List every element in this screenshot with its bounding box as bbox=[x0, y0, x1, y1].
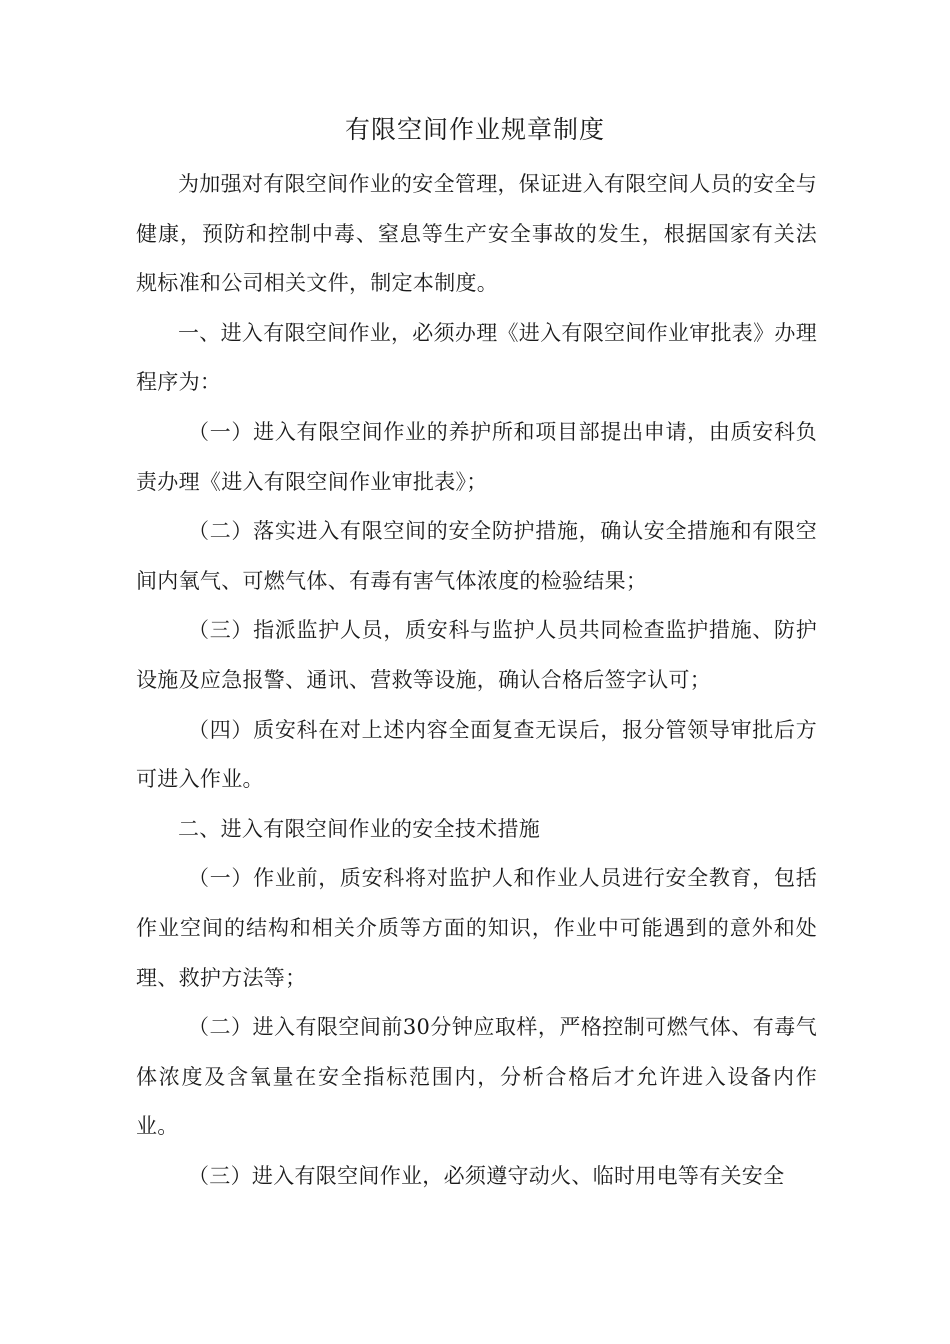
paragraph-item-2-2: （二）进入有限空间前30分钟应取样，严格控制可燃气体、有毒气体浓度及含氧量在安全指标范围内，分析合格后才允许进入设备内作业。 bbox=[136, 1015, 817, 1139]
paragraph-item-1-4: （四）质安科在对上述内容全面复查无误后，报分管领导审批后方可进入作业。 bbox=[136, 717, 817, 792]
paragraph-section-1: 一、进入有限空间作业，必须办理《进入有限空间作业审批表》办理程序为： bbox=[136, 320, 817, 395]
paragraph-item-2-1: （一）作业前，质安科将对监护人和作业人员进行安全教育，包括作业空间的结构和相关介质等方面的知识，作业中可能遇到的意外和处理、救护方法等； bbox=[136, 866, 817, 990]
paragraph-item-2-3: （三）进入有限空间作业，必须遵守动火、临时用电等有关安全 bbox=[188, 1163, 785, 1188]
paragraph-item-1-2: （二）落实进入有限空间的安全防护措施，确认安全措施和有限空间内氧气、可燃气体、有毒有害气体浓度的检验结果； bbox=[136, 519, 817, 593]
document-body bbox=[136, 160, 817, 1201]
paragraph-section-2: 二、进入有限空间作业的安全技术措施 bbox=[178, 816, 541, 841]
document-title: 有限空间作业规章制度 bbox=[344, 115, 605, 144]
paragraph-intro: 为加强对有限空间作业的安全管理，保证进入有限空间人员的安全与健康，预防和控制中毒、窒息等生产安全事故的发生，根据国家有关法规标准和公司相关文件，制定本制度。 bbox=[136, 172, 817, 296]
paragraph-item-1-1: （一）进入有限空间作业的养护所和项目部提出申请，由质安科负责办理《进入有限空间作业审批表》； bbox=[136, 419, 817, 494]
paragraph-item-1-3: （三）指派监护人员，质安科与监护人员共同检查监护措施、防护设施及应急报警、通讯、营救等设施，确认合格后签字认可； bbox=[136, 618, 817, 692]
